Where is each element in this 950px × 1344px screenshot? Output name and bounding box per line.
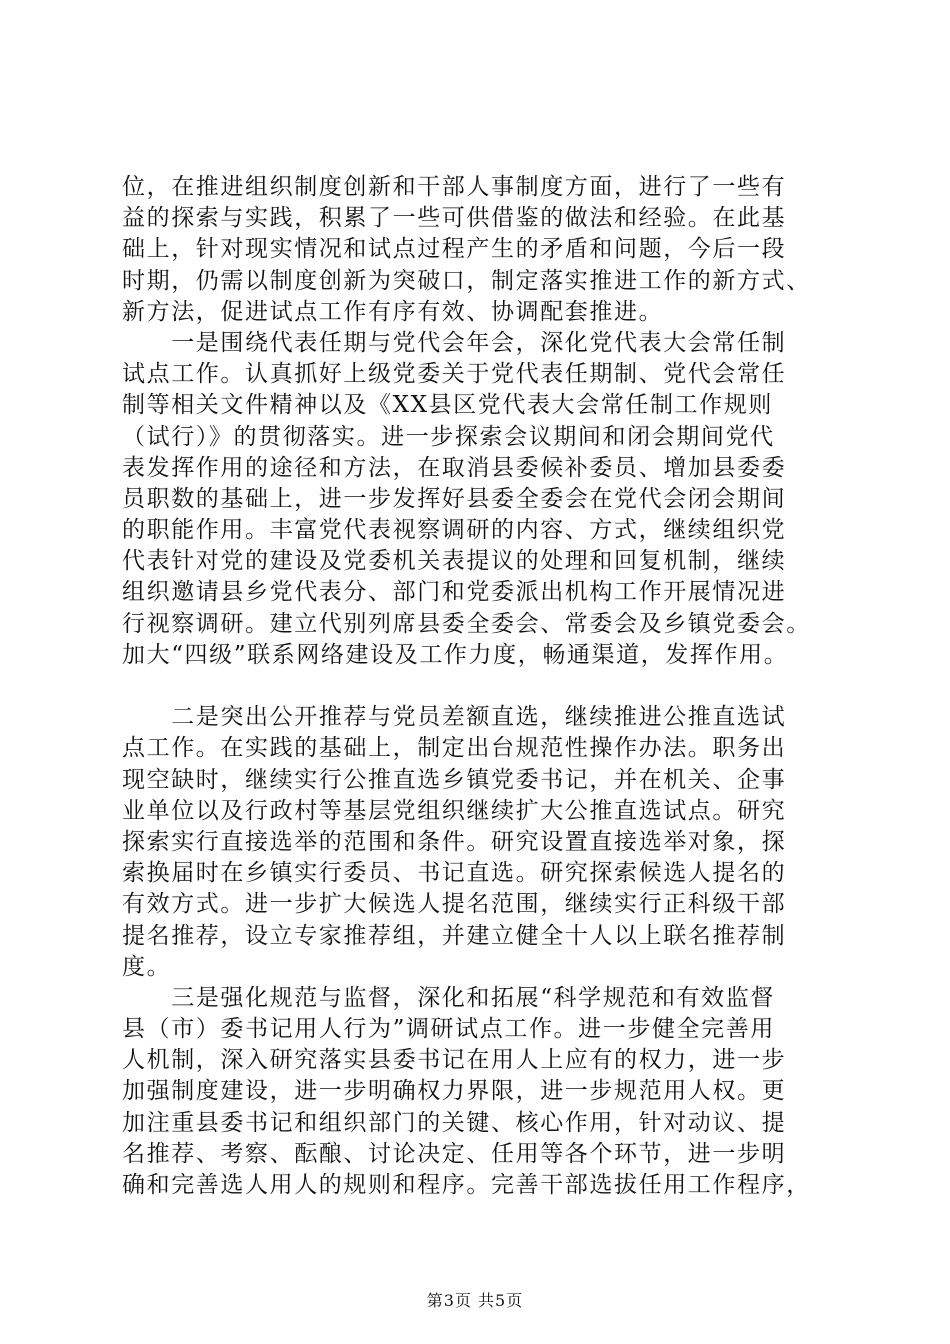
text-line: 度。: [122, 953, 172, 980]
text-line: 时期，仍需以制度创新为突破口，制定落实推进工作的新方式、: [122, 267, 811, 294]
text-line: 有效方式。进一步扩大候选人提名范围，继续实行正科级干部: [122, 891, 787, 918]
text-line: 名推荐、考察、酝酿、讨论决定、任用等各个环节，进一步明: [122, 1140, 787, 1167]
page-footer: 第3页 共5页: [426, 1291, 524, 1310]
text-line: 点工作。在实践的基础上，制定出台规范性操作办法。职务出: [122, 735, 787, 762]
blank-line: [122, 671, 842, 702]
text-line: 员职数的基础上，进一步发挥好县委全委会在党代会闭会期间: [122, 485, 787, 512]
text-line: 的职能作用。丰富党代表视察调研的内容、方式，继续组织党: [122, 517, 787, 544]
text-line: 表发挥作用的途径和方法，在取消县委候补委员、增加县委委: [122, 454, 787, 481]
text-line: 确和完善选人用人的规则和程序。完善干部选拔任用工作程序，: [122, 1172, 811, 1198]
text-line: 人机制，深入研究落实县委书记在用人上应有的权力，进一步: [122, 1047, 787, 1074]
text-line: 础上，针对现实情况和试点过程产生的矛盾和问题，今后一段: [122, 236, 787, 263]
text-line: 组织邀请县乡党代表分、部门和党委派出机构工作开展情况进: [122, 579, 787, 606]
text-line: 提名推荐，设立专家推荐组，并建立健全十人以上联名推荐制: [122, 922, 787, 949]
text-line: 试点工作。认真抓好上级党委关于党代表任期制、党代会常任: [122, 361, 787, 388]
text-line: 索换届时在乡镇实行委员、书记直选。研究探索候选人提名的: [122, 860, 787, 887]
text-line: 二是突出公开推荐与党员差额直选，继续推进公推直选试: [122, 704, 787, 731]
body-text: [122, 172, 842, 1201]
text-line: 加强制度建设，进一步明确权力界限，进一步规范用人权。更: [122, 1078, 787, 1105]
text-line: 三是强化规范与监督，深化和拓展“科学规范和有效监督: [122, 984, 775, 1011]
text-line: 现空缺时，继续实行公推直选乡镇党委书记，并在机关、企事: [122, 766, 787, 793]
text-line: 县（市）委书记用人行为”调研试点工作。进一步健全完善用: [122, 1016, 775, 1043]
text-line: 加大“四级”联系网络建设及工作力度，畅通渠道，发挥作用。: [122, 641, 789, 668]
text-line: 加注重县委书记和组织部门的关键、核心作用，针对动议、提: [122, 1109, 787, 1136]
text-line: 探索实行直接选举的范围和条件。研究设置直接选举对象，探: [122, 828, 787, 855]
text-line: 行视察调研。建立代别列席县委全委会、常委会及乡镇党委会。: [122, 610, 811, 637]
text-line: 一是围绕代表任期与党代会年会，深化党代表大会常任制: [122, 329, 787, 356]
text-line: 新方法，促进试点工作有序有效、协调配套推进。: [122, 298, 664, 325]
text-line: 业单位以及行政村等基层党组织继续扩大公推直选试点。研究: [122, 797, 787, 824]
text-line: 代表针对党的建设及党委机关表提议的处理和回复机制，继续: [122, 548, 787, 575]
text-line: （试行）》的贯彻落实。进一步探索会议期间和闭会期间党代: [122, 423, 775, 450]
text-line: 益的探索与实践，积累了一些可供借鉴的做法和经验。在此基: [122, 205, 787, 232]
text-line: 位，在推进组织制度创新和干部人事制度方面，进行了一些有: [122, 174, 787, 200]
text-line: 制等相关文件精神以及《XX县区党代表大会常任制工作规则: [122, 392, 773, 419]
